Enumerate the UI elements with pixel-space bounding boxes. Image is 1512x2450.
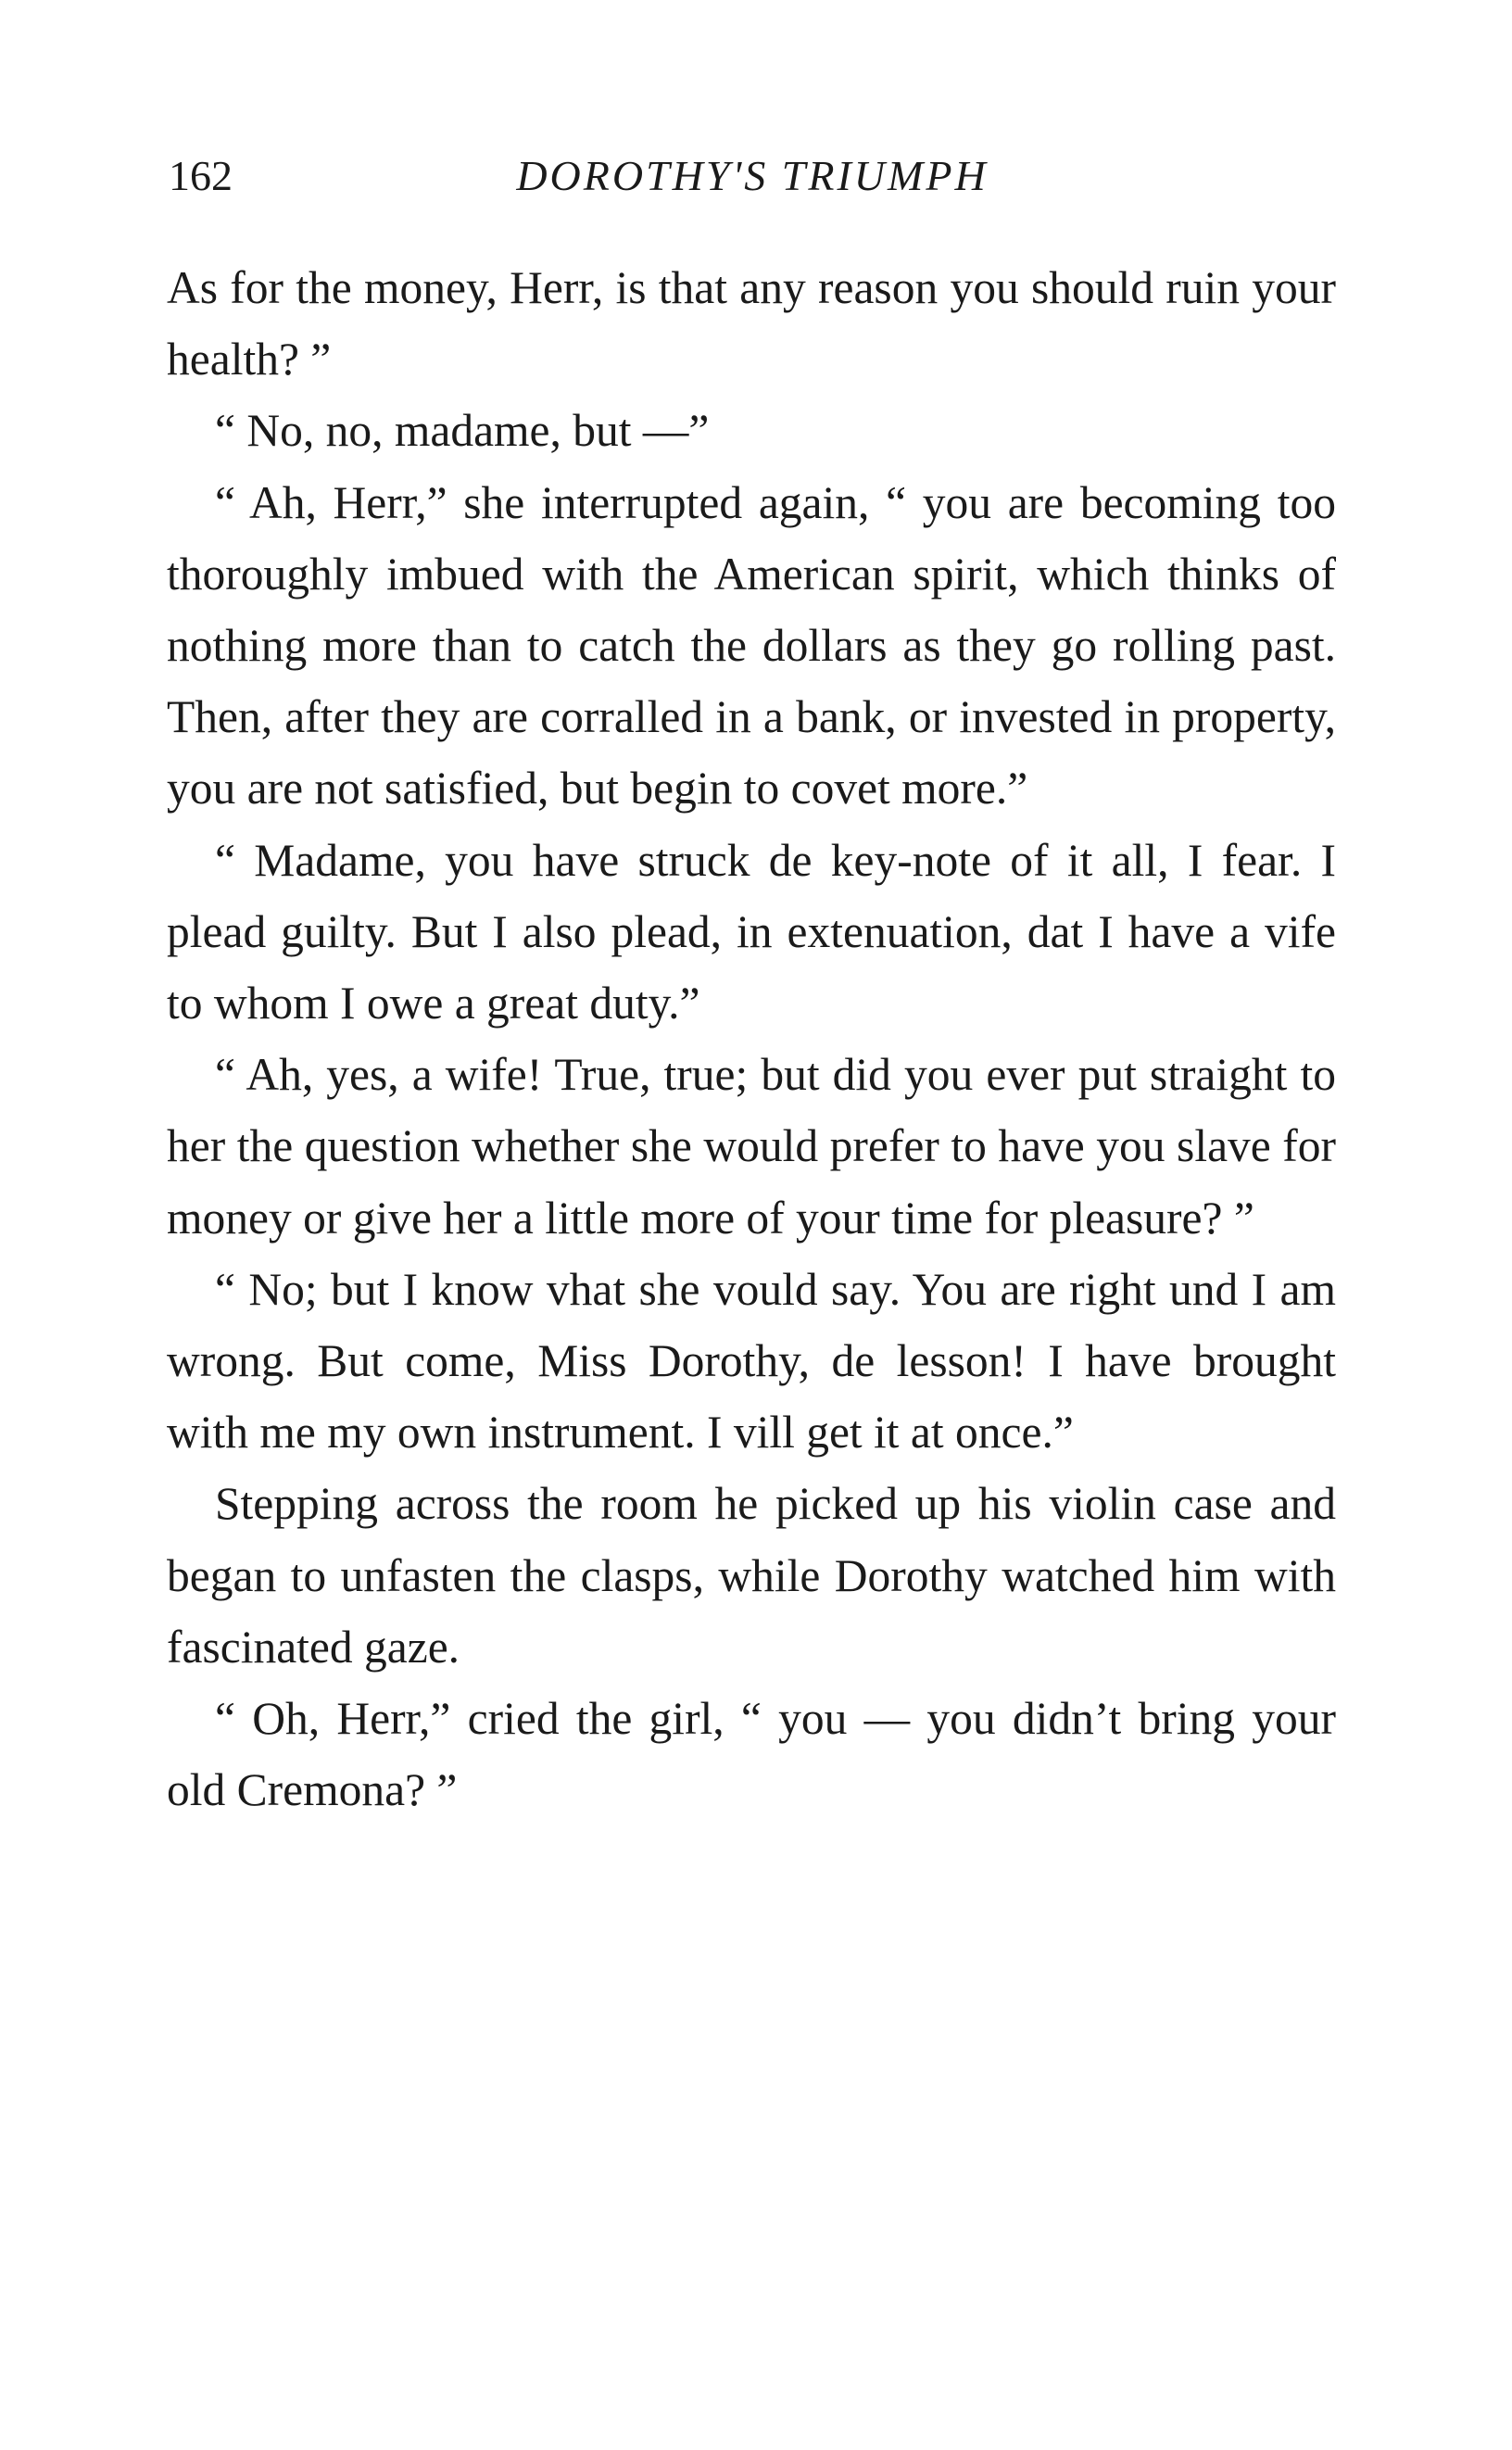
paragraph: “ No, no, madame, but —” (215, 405, 710, 457)
paragraph: Stepping across the room he picked up his violin case and began to unfasten the clasps, while Dorothy watched him with fascinated gaze. (167, 1478, 1336, 1673)
paragraph: “ No; but I know vhat she vould say. You are right und I am wrong. But come, Miss Dorothy, de lesson! I have brought with me my own instrument. I vill get it at once.” (167, 1263, 1336, 1459)
page-header (169, 148, 1336, 204)
body-text (167, 252, 1336, 1825)
page-number: 162 (169, 152, 233, 199)
paragraph: As for the money, Herr, is that any reason you should ruin your health? ” (167, 262, 1336, 385)
paragraph: “ Ah, yes, a wife! True, true; but did you ever put straight to her the question whether she would prefer to have you slave for money or give her a little more of your time for pleasure? ” (167, 1049, 1336, 1244)
paragraph: “ Madame, you have struck de key-note of it all, I fear. I plead guilty. But I also plead, in extenuation, dat I have a vife to whom I owe a great duty.” (167, 834, 1336, 1029)
running-title: DOROTHY'S TRIUMPH (516, 152, 989, 199)
paragraph: “ Oh, Herr,” cried the girl, “ you — you didn’t bring your old Cremona? ” (167, 1693, 1336, 1816)
paragraph: “ Ah, Herr,” she interrupted again, “ you are becoming too thoroughly imbued with the American spirit, which thinks of nothing more than to catch the dollars as they go rolling past. Then, after they are corralled in a bank, or invested in property, you are not satisfied, but begin to covet more.” (167, 476, 1336, 815)
